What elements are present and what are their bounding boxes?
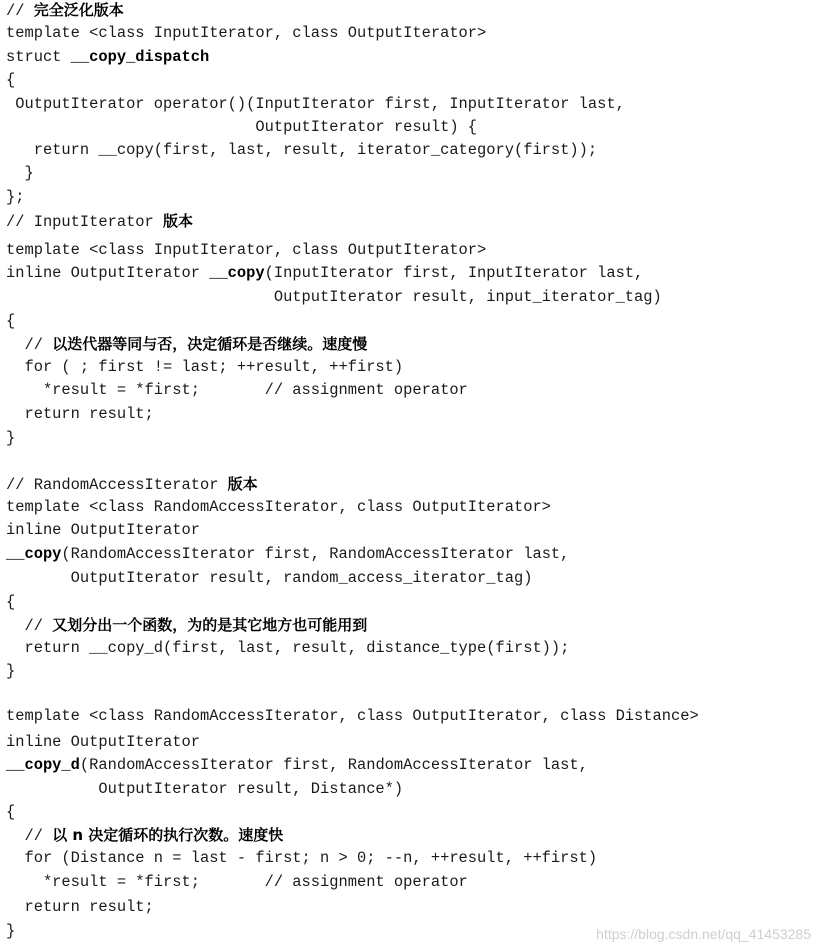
code-text: template <class InputIterator, class OutputIterator> bbox=[6, 24, 487, 42]
code-text: *result = *first; // assignment operator bbox=[6, 381, 468, 399]
code-text: inline OutputIterator bbox=[6, 264, 210, 282]
code-text: return __copy_d(first, last, result, distance_type(first)); bbox=[6, 639, 570, 657]
code-text: return result; bbox=[6, 898, 154, 916]
code-line bbox=[6, 380, 468, 400]
code-comment-cjk: 版本 bbox=[163, 212, 194, 230]
code-line bbox=[6, 70, 15, 90]
code-line bbox=[6, 240, 486, 260]
code-line bbox=[6, 0, 124, 21]
code-text: inline OutputIterator bbox=[6, 733, 200, 751]
code-comment-cjk: 版本 bbox=[227, 475, 258, 493]
code-line bbox=[6, 872, 468, 892]
code-text: // InputIterator bbox=[6, 213, 164, 231]
code-text: (RandomAccessIterator first, RandomAccessIterator last, bbox=[79, 756, 588, 774]
code-line bbox=[6, 117, 477, 137]
code-text: return __copy(first, last, result, iterator_category(first)); bbox=[6, 141, 598, 159]
code-comment-cjk: 完全泛化版本 bbox=[33, 1, 124, 19]
code-line bbox=[6, 568, 532, 588]
code-text: { bbox=[6, 71, 16, 89]
code-line bbox=[6, 211, 193, 232]
code-text: struct bbox=[6, 48, 71, 66]
code-text: (InputIterator first, InputIterator last, bbox=[264, 264, 644, 282]
code-text: } bbox=[6, 429, 16, 447]
code-identifier-bold: __copy bbox=[6, 545, 62, 563]
code-line bbox=[6, 848, 597, 868]
code-identifier-bold: __copy_d bbox=[6, 756, 80, 774]
code-text: template <class RandomAccessIterator, class OutputIterator> bbox=[6, 498, 551, 516]
code-line bbox=[6, 140, 597, 160]
code-line bbox=[6, 615, 367, 636]
code-text: // RandomAccessIterator bbox=[6, 476, 228, 494]
code-comment-cjk: 又划分出一个函数，为的是其它地方也可能用到 bbox=[52, 616, 368, 634]
code-line bbox=[6, 428, 15, 448]
code-text: { bbox=[6, 803, 16, 821]
code-text: { bbox=[6, 312, 16, 330]
code-text: // bbox=[6, 336, 53, 354]
code-line bbox=[6, 94, 625, 114]
code-line bbox=[6, 825, 283, 846]
watermark-text: https://blog.csdn.net/qq_41453285 bbox=[596, 926, 811, 942]
code-line bbox=[6, 47, 209, 67]
code-text: return result; bbox=[6, 405, 154, 423]
code-text: } bbox=[6, 922, 16, 940]
code-line bbox=[6, 311, 15, 331]
code-line bbox=[6, 897, 154, 917]
code-line bbox=[6, 802, 15, 822]
code-line bbox=[6, 661, 15, 681]
code-text: template <class RandomAccessIterator, class OutputIterator, class Distance> bbox=[6, 707, 699, 725]
code-text: *result = *first; // assignment operator bbox=[6, 873, 468, 891]
code-text: OutputIterator result, random_access_iterator_tag) bbox=[6, 569, 533, 587]
code-line bbox=[6, 544, 569, 564]
code-line bbox=[6, 497, 551, 517]
code-text: OutputIterator result, input_iterator_tag) bbox=[6, 288, 662, 306]
code-comment-cjk: 以 n 决定循环的执行次数。速度快 bbox=[52, 826, 284, 844]
code-line bbox=[6, 592, 15, 612]
code-text: // bbox=[6, 827, 53, 845]
code-line bbox=[6, 263, 643, 283]
code-line bbox=[6, 706, 699, 726]
code-line bbox=[6, 357, 403, 377]
code-text: (RandomAccessIterator first, RandomAccessIterator last, bbox=[61, 545, 570, 563]
code-text: inline OutputIterator bbox=[6, 521, 200, 539]
code-line bbox=[6, 921, 15, 941]
code-text: OutputIterator result) { bbox=[6, 118, 478, 136]
code-text: template <class InputIterator, class OutputIterator> bbox=[6, 241, 487, 259]
code-line bbox=[6, 732, 200, 752]
code-line bbox=[6, 779, 403, 799]
code-line bbox=[6, 404, 154, 424]
code-text: OutputIterator operator()(InputIterator first, InputIterator last, bbox=[6, 95, 625, 113]
code-text: } bbox=[6, 164, 34, 182]
code-identifier-bold: __copy_dispatch bbox=[70, 48, 210, 66]
code-line bbox=[6, 638, 569, 658]
code-text: } bbox=[6, 662, 16, 680]
code-line bbox=[6, 474, 258, 495]
code-text: // bbox=[6, 617, 53, 635]
code-line bbox=[6, 334, 367, 355]
code-text: { bbox=[6, 593, 16, 611]
code-text: // bbox=[6, 2, 34, 20]
code-line bbox=[6, 755, 588, 775]
code-identifier-bold: __copy bbox=[209, 264, 265, 282]
code-comment-cjk: 以迭代器等同与否，决定循环是否继续。速度慢 bbox=[52, 335, 368, 353]
code-line bbox=[6, 23, 486, 43]
code-text: for ( ; first != last; ++result, ++first) bbox=[6, 358, 404, 376]
code-line bbox=[6, 287, 662, 307]
code-line bbox=[6, 520, 200, 540]
code-text: OutputIterator result, Distance*) bbox=[6, 780, 404, 798]
code-line bbox=[6, 187, 24, 207]
code-text: for (Distance n = last - first; n > 0; --n, ++result, ++first) bbox=[6, 849, 598, 867]
code-text: }; bbox=[6, 188, 25, 206]
code-line bbox=[6, 163, 34, 183]
